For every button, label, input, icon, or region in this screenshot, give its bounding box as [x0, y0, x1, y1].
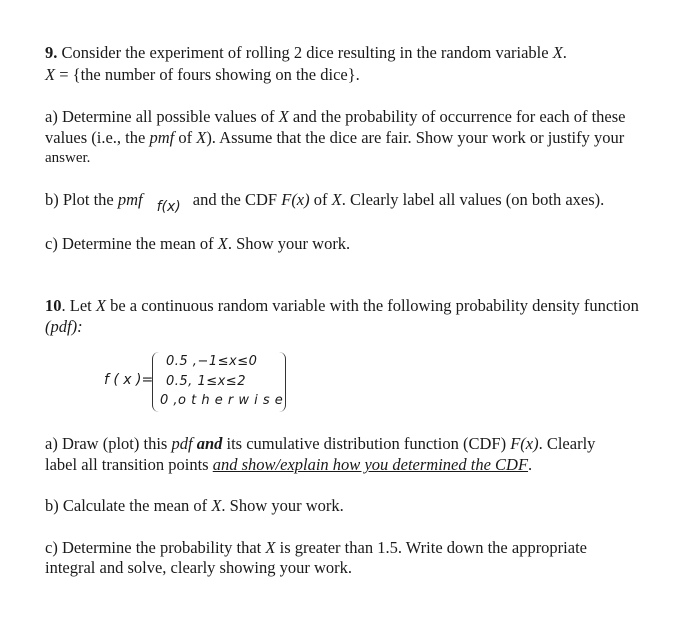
q10b-line: b) Calculate the mean of X. Show your work.	[45, 496, 344, 515]
q10a-line-1: a) Draw (plot) this pdf and its cumulative distribution function (CDF) F(x). Clearly	[45, 434, 596, 453]
q9a-line-1: a) Determine all possible values of X and the probability of occurrence for each of these	[45, 107, 626, 126]
q10c-line-1: c) Determine the probability that X is greater than 1.5. Write down the appropriate	[45, 538, 587, 557]
q9b-line: b) Plot the pmf $_{f(x)}$ and the CDF F(x) of X. Clearly label all values (on both axes).	[45, 190, 605, 215]
q9c-line: c) Determine the mean of X. Show your work.	[45, 234, 351, 253]
q10-line-1: 10. Let X be a continuous random variable with the following probability density function	[45, 296, 639, 315]
pdf-definition	[104, 352, 304, 414]
q9-number: 9.	[45, 43, 58, 62]
q9a-line-3: answer.	[45, 150, 91, 166]
q10c-line-2: integral and solve, clearly showing your work.	[45, 558, 353, 577]
q9-line-2: X = {the number of fours showing on the dice}.	[45, 65, 360, 84]
cdf-underlined-instruction: and show/explain how you determined the CDF	[212, 455, 529, 474]
pdf-case-3: 0 ,o t h e r w i s e	[160, 393, 284, 408]
q10a-line-2: label all transition points and show/explain how you determined the CDF.	[45, 455, 533, 474]
pdf-case-1: 0.5 ,−1≤x≤0	[166, 354, 258, 369]
q9b-fx-math: f(x)	[156, 199, 181, 215]
pdf-lhs: f ( x )=	[104, 372, 154, 388]
q10-line-2: (pdf):	[45, 317, 83, 336]
q10-number: 10	[45, 296, 62, 315]
q9-line-1: 9. Consider the experiment of rolling 2 dice resulting in the random variable X.	[45, 43, 567, 62]
q9a-line-2: values (i.e., the pmf of X). Assume that the dice are fair. Show your work or justify your	[45, 128, 625, 147]
pdf-case-2: 0.5, 1≤x≤2	[166, 374, 246, 389]
